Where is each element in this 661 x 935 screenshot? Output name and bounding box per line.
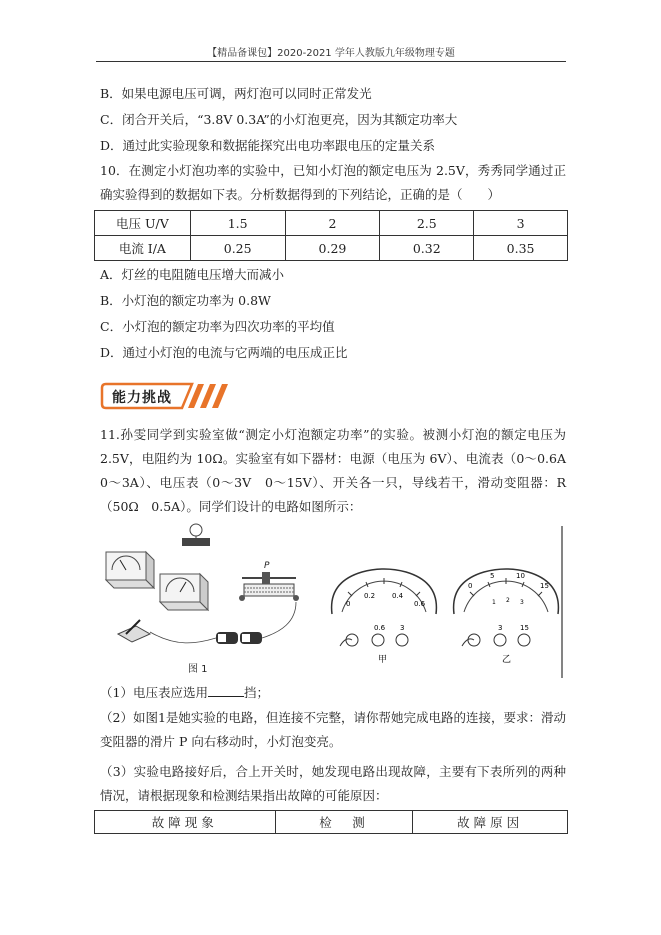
meter-yi-inner: 2 [506, 597, 510, 604]
meter-jia-terminal: 0.6 [374, 624, 386, 632]
meter-jia-terminal: 3 [400, 624, 405, 632]
switch-icon [118, 620, 150, 642]
table-row-label: 电压 U/V [95, 211, 191, 236]
fault-table [94, 810, 568, 834]
table-row [95, 236, 568, 261]
table-cell: 3 [474, 211, 568, 236]
circuit-figure [96, 522, 566, 682]
table-cell: 1.5 [190, 211, 285, 236]
q11-sub2: （2）如图1是她实验的电路，但连接不完整，请你帮她完成电路的连接，要求：滑动变阻器的滑片 P 向右移动时，小灯泡变亮。 [100, 710, 566, 749]
q10-option-b: B．小灯泡的额定功率为 0.8W [100, 293, 271, 308]
meter-jia-tick: 0.4 [392, 592, 404, 600]
meter-yi-tick: 5 [490, 572, 495, 580]
q11-figure [96, 522, 566, 686]
battery-icon [216, 632, 262, 644]
q11-sub1 [100, 684, 269, 701]
sub1-prefix: （1）电压表应选用 [100, 685, 208, 700]
section-banner [100, 381, 232, 411]
meter-yi-inner: 3 [520, 599, 524, 606]
q10-data-table [94, 210, 568, 261]
meter-yi-tick: 15 [540, 582, 549, 590]
table-row [95, 211, 568, 236]
table-cell: 0.35 [474, 236, 568, 261]
table-cell: 2 [285, 211, 380, 236]
meter-jia-name: 甲 [378, 655, 388, 665]
table-cell: 0.32 [380, 236, 474, 261]
voltmeter-box-icon [160, 574, 208, 610]
meter-jia-tick: 0 [346, 600, 351, 608]
q11-stem: 11.孙雯同学到实验室做“测定小灯泡额定功率”的实验。被测小灯泡的额定电压为 2.5V，电阻约为 10Ω。实验室有如下器材：电源（电压为 6V）、电流表（0～0.6A 0～3A）、电压表（0～3V 0～15V）、开关各一只，导线若干，滑动变阻器：R（50Ω 0.5A）。同学们设计的电路如图所示： [100, 427, 579, 514]
q9-option-c: C．闭合开关后，“3.8V 0.3A”的小灯泡更亮，因为其额定功率大 [100, 112, 458, 127]
meter-yi-dial [454, 569, 559, 665]
table-cell: 0.29 [285, 236, 380, 261]
meter-yi-terminal: 3 [498, 624, 503, 632]
bulb-icon [182, 524, 210, 546]
section-title: 能力挑战 [112, 390, 172, 406]
q11-sub3: （3）实验电路接好后，合上开关时，她发现电路出现故障，主要有下表所列的两种情况，请根据现象和检测结果指出故障的可能原因： [100, 764, 566, 803]
rheostat-icon [239, 572, 299, 601]
meter-yi-inner: 1 [492, 599, 496, 606]
table-row-label: 电流 I/A [95, 236, 191, 261]
ammeter-box-icon [106, 552, 154, 588]
meter-jia-tick: 0.2 [364, 592, 376, 600]
slider-label-p: P [264, 561, 270, 571]
q10-option-d: D．通过小灯泡的电流与它两端的电压成正比 [100, 345, 348, 360]
figure-caption: 图 1 [188, 664, 208, 675]
table-header: 故障原因 [413, 811, 568, 834]
meter-jia-tick: 0.6 [414, 600, 426, 608]
table-header: 检 测 [275, 811, 413, 834]
meter-jia-dial [332, 569, 437, 665]
page-header: 【精品备课包】2020-2021 学年人教版九年级物理专题 [207, 48, 455, 59]
header-rule [96, 61, 566, 62]
meter-yi-name: 乙 [502, 655, 512, 665]
table-cell: 0.25 [190, 236, 285, 261]
meter-yi-tick: 10 [516, 572, 525, 580]
q9-option-b: B．如果电源电压可调，两灯泡可以同时正常发光 [100, 86, 372, 101]
table-cell: 2.5 [380, 211, 474, 236]
sub1-suffix: 挡； [243, 685, 269, 700]
q9-option-d: D．通过此实验现象和数据能探究出电功率跟电压的定量关系 [100, 138, 436, 153]
q10-option-c: C．小灯泡的额定功率为四次功率的平均值 [100, 319, 335, 334]
meter-yi-terminal: 15 [520, 624, 529, 632]
answer-blank[interactable] [208, 684, 244, 697]
q10-option-a: A．灯丝的电阻随电压增大而减小 [100, 267, 285, 282]
meter-yi-tick: 0 [468, 582, 473, 590]
q10-stem: 10．在测定小灯泡功率的实验中，已知小灯泡的额定电压为 2.5V，秀秀同学通过正确实验得到的数据如下表。分析数据得到的下列结论，正确的是（ ） [100, 163, 566, 202]
table-header: 故障现象 [95, 811, 276, 834]
table-row [95, 811, 568, 834]
